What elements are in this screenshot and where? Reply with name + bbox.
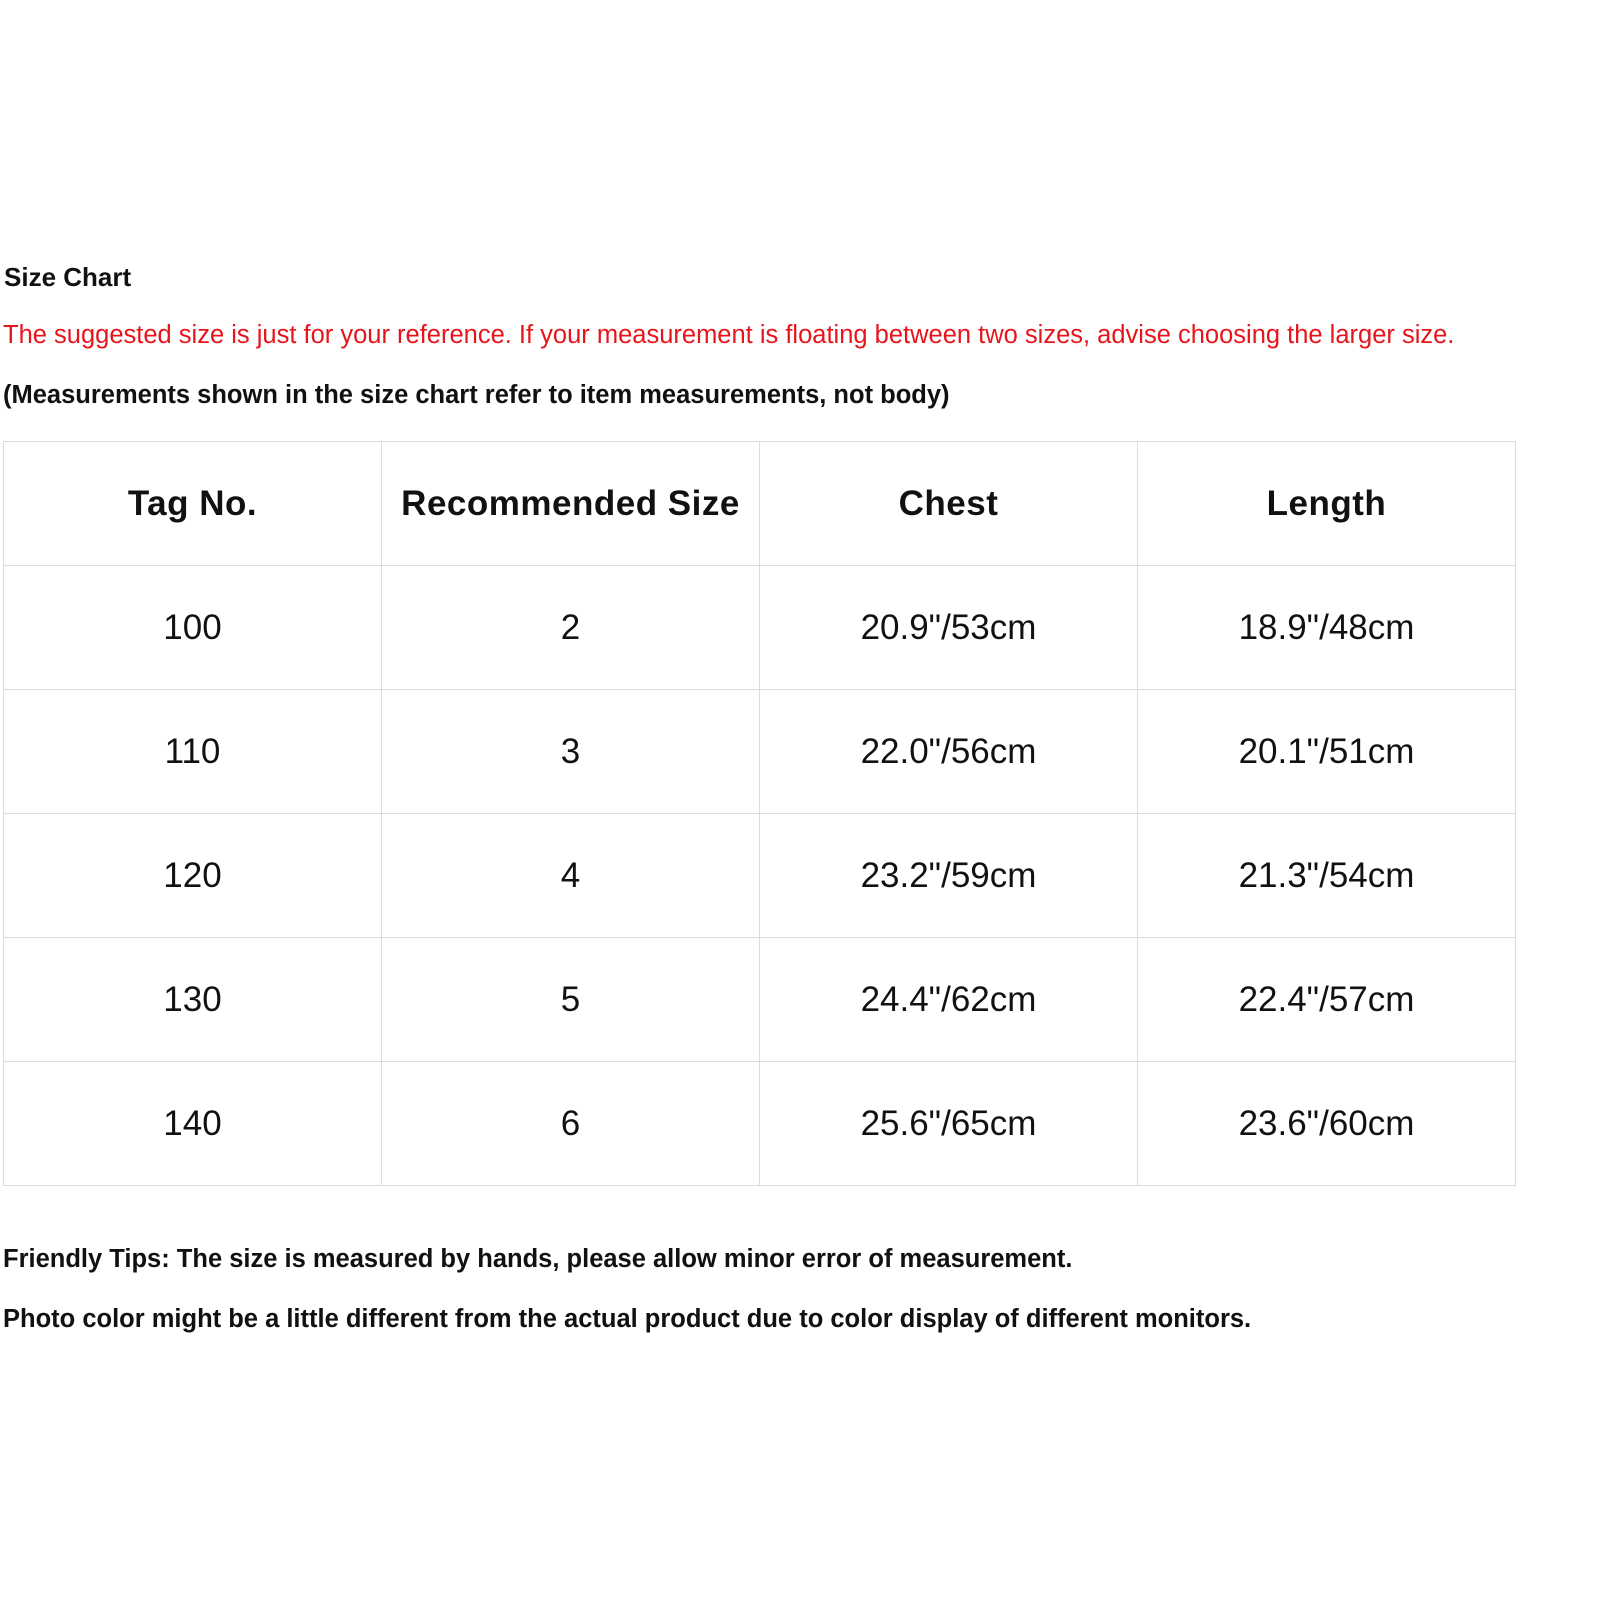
size-table	[3, 441, 1516, 1186]
table-row	[4, 1062, 1516, 1186]
cell-recommended-size: 6	[382, 1062, 760, 1186]
cell-chest: 25.6"/65cm	[760, 1062, 1138, 1186]
table-row	[4, 814, 1516, 938]
cell-tag-no: 120	[4, 814, 382, 938]
cell-tag-no: 100	[4, 566, 382, 690]
table-row	[4, 690, 1516, 814]
size-suggestion-note: The suggested size is just for your reference. If your measurement is floating between two sizes, advise choosing the larger size.	[3, 321, 1455, 349]
photo-color-note: Photo color might be a little different from the actual product due to color display of different monitors.	[3, 1305, 1252, 1333]
cell-length: 18.9"/48cm	[1138, 566, 1516, 690]
header-length: Length	[1138, 442, 1516, 566]
cell-tag-no: 140	[4, 1062, 382, 1186]
cell-recommended-size: 2	[382, 566, 760, 690]
table-header-row	[4, 442, 1516, 566]
cell-chest: 24.4"/62cm	[760, 938, 1138, 1062]
table-row	[4, 938, 1516, 1062]
cell-length: 23.6"/60cm	[1138, 1062, 1516, 1186]
cell-chest: 22.0"/56cm	[760, 690, 1138, 814]
table-row	[4, 566, 1516, 690]
cell-length: 21.3"/54cm	[1138, 814, 1516, 938]
cell-length: 20.1"/51cm	[1138, 690, 1516, 814]
cell-chest: 23.2"/59cm	[760, 814, 1138, 938]
header-recommended-size: Recommended Size	[382, 442, 760, 566]
cell-chest: 20.9"/53cm	[760, 566, 1138, 690]
cell-tag-no: 110	[4, 690, 382, 814]
cell-recommended-size: 3	[382, 690, 760, 814]
header-chest: Chest	[760, 442, 1138, 566]
page-title: Size Chart	[4, 262, 132, 292]
cell-tag-no: 130	[4, 938, 382, 1062]
header-tag-no: Tag No.	[4, 442, 382, 566]
cell-recommended-size: 4	[382, 814, 760, 938]
friendly-tips: Friendly Tips: The size is measured by hands, please allow minor error of measurement.	[3, 1245, 1073, 1273]
cell-recommended-size: 5	[382, 938, 760, 1062]
measurement-note: (Measurements shown in the size chart refer to item measurements, not body)	[3, 381, 950, 409]
cell-length: 22.4"/57cm	[1138, 938, 1516, 1062]
